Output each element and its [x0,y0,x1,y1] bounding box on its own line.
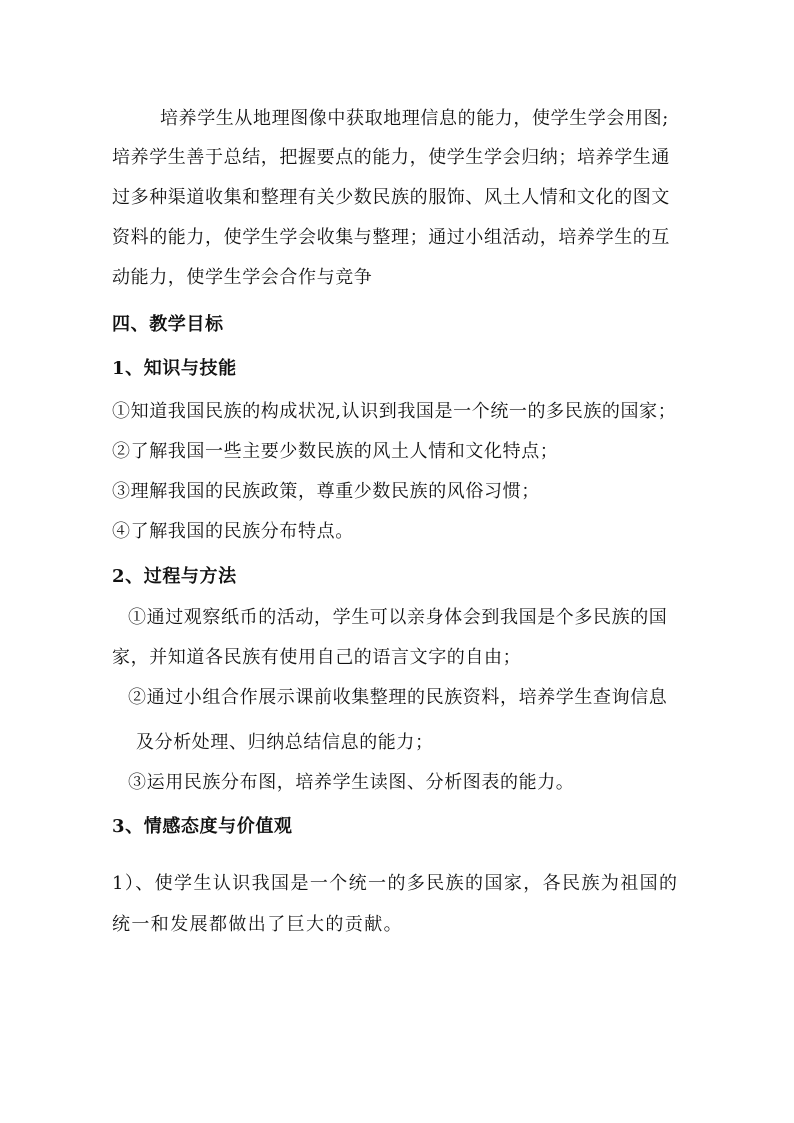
process-title: 2、过程与方法 [112,566,237,587]
knowledge-item-3: ③理解我国的民族政策，尊重少数民族的风俗习惯； [112,481,540,502]
emotion-title: 3、情感态度与价值观 [112,816,293,837]
knowledge-item-4: ④了解我国的民族分布特点。 [112,521,354,542]
section-four-title: 四、教学目标 [112,314,224,335]
intro-line-5: 动能力，使学生学会合作与竞争 [112,267,373,288]
emotion-line-1: 1）、使学生认识我国是一个统一的多民族的国家，各民族为祖国的 [112,873,679,894]
knowledge-item-1: ①知道我国民族的构成状况,认识到我国是一个统一的多民族的国家； [112,401,677,422]
process-line-1: ①通过观察纸币的活动，学生可以亲身体会到我国是个多民族的国 [128,607,668,628]
knowledge-item-2: ②了解我国一些主要少数民族的风土人情和文化特点； [112,441,559,462]
intro-line-1: 培养学生从地理图像中获取地理信息的能力，使学生学会用图; [160,108,669,129]
intro-line-3: 过多种渠道收集和整理有关少数民族的服饰、风土人情和文化的图文 [112,187,670,208]
emotion-line-2: 统一和发展都做出了巨大的贡献。 [112,914,403,935]
intro-line-2: 培养学生善于总结，把握要点的能力，使学生学会归纳；培养学生通 [112,147,670,168]
intro-line-4: 资料的能力，使学生学会收集与整理；通过小组活动，培养学生的互 [112,227,670,248]
knowledge-title: 1、知识与技能 [112,358,237,379]
process-line-4: 及分析处理、归纳总结信息的能力； [136,732,434,753]
process-line-5: ③运用民族分布图，培养学生读图、分析图表的能力。 [128,772,575,793]
process-line-2: 家，并知道各民族有使用自己的语言文字的自由； [112,647,522,668]
process-line-3: ②通过小组合作展示课前收集整理的民族资料，培养学生查询信息 [128,687,668,708]
